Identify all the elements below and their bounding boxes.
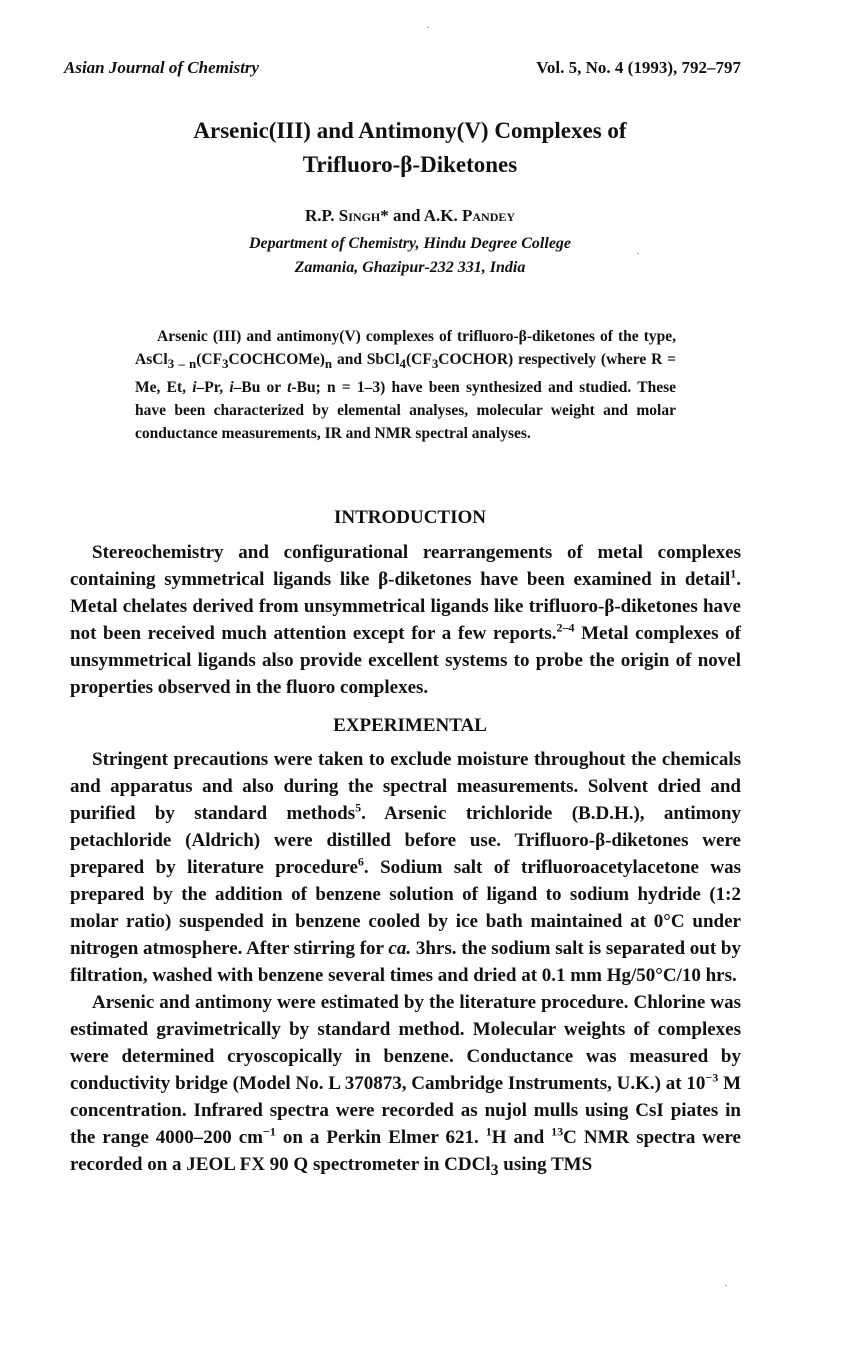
title-line-1: Arsenic(III) and Antimony(V) Complexes of bbox=[193, 118, 627, 143]
article-title bbox=[100, 114, 720, 182]
author1-initials: R.P. bbox=[304, 206, 339, 225]
abstract-paragraph: Arsenic (III) and antimony(V) complexes of trifluoro-β-diketones of the type, $AsCl_{3 - n}(CF_3COCHCOMe)_n$ and $SbCl_4(CF_3COCHOR)$ respectively (where R = Me, Et, i–Pr, i–Bu or t-Bu; n = 1–3) have been synthesized and studied. These have been characterized by elemental analyses, molecular weight and molar conductance measurements, IR and NMR spectral analyses. bbox=[135, 328, 677, 442]
volume-info: Vol. 5, No. 4 (1993), 792–797 bbox=[536, 58, 741, 77]
journal-name: Asian Journal of Chemistry bbox=[64, 58, 260, 77]
author-list bbox=[100, 206, 720, 226]
author2-initials: A.K. bbox=[423, 206, 462, 225]
experimental-body bbox=[70, 746, 741, 1184]
citation-1: 1 bbox=[730, 566, 737, 581]
scan-speck: · bbox=[426, 20, 430, 34]
author-conjunction: and bbox=[388, 206, 424, 225]
affiliation-line-1: Department of Chemistry, Hindu Degree College bbox=[248, 235, 572, 252]
scan-speck: · bbox=[724, 1278, 728, 1292]
citation-5: 5 bbox=[355, 800, 362, 815]
experimental-paragraph-2: Arsenic and antimony were estimated by the literature procedure. Chlorine was estimated gravimetrically by standard method. Molecular weights of complexes were determined cryoscopically in benzene. Conductance was measured by conductivity bridge (Model No. L 370873, Cambridge Instruments, U.K.) at $10^{-3}$ M concentration. Infrared spectra were recorded as nujol mulls using CsI piates in the range 4000–200 $cm^{-1}$ on a Perkin Elmer 621. $^1$H and $^{13}$C NMR spectra were recorded on a JEOL FX 90 Q spectrometer in CDCl$_3$ using TMS bbox=[70, 992, 741, 1179]
introduction-body bbox=[70, 539, 741, 701]
author1-surname: Singh bbox=[338, 206, 381, 225]
abstract bbox=[135, 325, 676, 445]
title-line-2: Trifluoro-β-Diketones bbox=[302, 152, 518, 177]
corresponding-mark: * bbox=[380, 206, 389, 225]
experimental-heading: EXPERIMENTAL bbox=[333, 715, 487, 736]
experimental-paragraph-1: Stringent precautions were taken to exclude moisture throughout the chemicals and apparatus and also during the spectral measurements. Solvent dried and purified by standard methods$^5$. Arsenic trichloride (B.D.H.), antimony petachloride (Aldrich) were distilled before use. Trifluoro-β-diketones were prepared by literature procedure$^6$. Sodium salt of trifluoroacetylacetone was prepared by the addition of benzene solution of ligand to sodium hydride (1:2 molar ratio) suspended in benzene cooled by ice bath maintained at 0°C under nitrogen atmosphere. After stirring for ca. 3hrs. the sodium salt is separated out by filtration, washed with benzene several times and dried at 0.1 mm Hg/50°C/10 hrs. bbox=[70, 749, 741, 986]
author2-surname: Pandey bbox=[462, 206, 516, 225]
citation-6: 6 bbox=[357, 854, 364, 869]
citation-2-4: 2–4 bbox=[556, 620, 575, 635]
introduction-heading: INTRODUCTION bbox=[333, 507, 487, 528]
scan-speck: · bbox=[636, 246, 640, 260]
affiliation-line-2: Zamania, Ghazipur-232 331, India bbox=[294, 259, 526, 276]
introduction-paragraph: Stereochemistry and configurational rearrangements of metal complexes containing symmetrical ligands like β-diketones have been examined in detail$^1$. Metal chelates derived from unsymmetrical ligands like trifluoro-β-diketones have not been received much attention except for a few reports.$^{2-4}$ Metal complexes of unsymmetrical ligands also provide excellent systems to probe the origin of novel properties observed in the fluoro complexes. bbox=[70, 542, 741, 698]
